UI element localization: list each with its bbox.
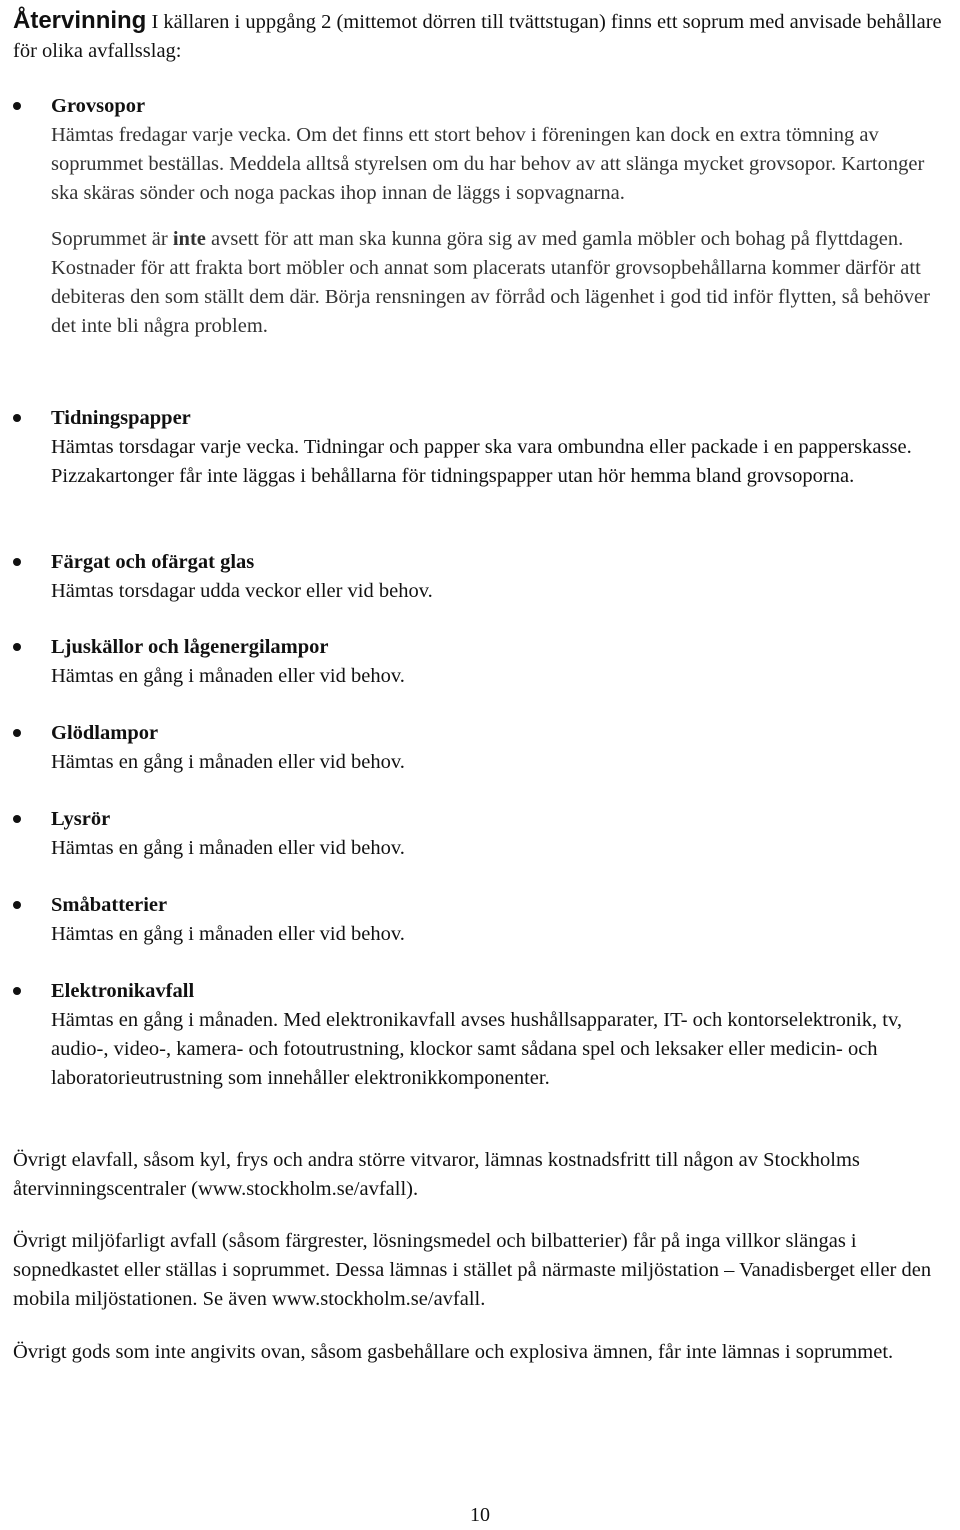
paragraph-ovrigt-gods: Övrigt gods som inte angivits ovan, såsom gasbehållare och explosiva ämnen, får inte lämnas i soprummet. (13, 1341, 894, 1363)
list-item-title: Glödlampor (51, 722, 159, 744)
page-number: 10 (470, 1504, 490, 1526)
list-item-text: Hämtas torsdagar varje vecka. Tidningar och papper ska vara ombundna eller packade i en papperskasse. Pizzakartonger får inte läggas i behållarna för tidningspapper utan hör hemma bland grovsoporna. (51, 436, 912, 487)
list-item-title: Småbatterier (51, 894, 168, 916)
list-item-text: Hämtas en gång i månaden eller vid behov. (51, 837, 405, 859)
bullet-icon (13, 987, 21, 995)
note-text-before: Soprummet är (51, 228, 173, 250)
list-item-title: Ljuskällor och lågenergilampor (51, 636, 329, 658)
list-item-title: Lysrör (51, 808, 111, 830)
list-item-title: Tidningspapper (51, 407, 191, 429)
intro-paragraph (13, 6, 948, 66)
paragraph-elavfall: Övrigt elavfall, såsom kyl, frys och andra större vitvaror, lämnas kostnadsfritt till någon av Stockholms återvinningscentraler (www.stockholm.se/avfall). (13, 1149, 860, 1200)
list-item-title: Grovsopor (51, 95, 146, 117)
list-item-body (51, 891, 956, 949)
list-item-text: Hämtas en gång i månaden eller vid behov. (51, 665, 405, 687)
list-item-text: Hämtas en gång i månaden eller vid behov. (51, 923, 405, 945)
bullet-icon (13, 729, 21, 737)
bullet-icon (13, 414, 21, 422)
list-item-body (51, 633, 956, 691)
bullet-icon (13, 643, 21, 651)
note-text-bold: inte (172, 228, 206, 250)
list-item-note (51, 225, 956, 341)
list-item-body (51, 805, 956, 863)
list-item-text: Hämtas en gång i månaden. Med elektronikavfall avses hushållsapparater, IT- och kontorselektronik, tv, audio-, video-, kamera- och fotoutrustning, klockor samt sådana spel och leksaker eller medicin- och laboratorieutrustning som innehåller elektronikkomponenter. (51, 1009, 903, 1089)
list-item-body (51, 977, 956, 1093)
list-item-text: Hämtas en gång i månaden eller vid behov. (51, 751, 405, 773)
list-item-body (51, 404, 956, 491)
list-item-text: Hämtas fredagar varje vecka. Om det finns ett stort behov i föreningen kan dock en extra tömning av soprummet beställas. Meddela alltså styrelsen om du har behov av att slänga mycket grovsopor. Kartonger ska skäras sönder och noga packas ihop innan de läggs i sopvagnarna. (51, 124, 925, 204)
list-item-body (51, 719, 956, 777)
bullet-icon (13, 558, 21, 566)
intro-text: I källaren i uppgång 2 (mittemot dörren till tvättstugan) finns ett soprum med anvisade behållare för olika avfallsslag: (13, 11, 942, 62)
list-item-text: Hämtas torsdagar udda veckor eller vid behov. (51, 580, 433, 602)
bullet-icon (13, 815, 21, 823)
list-item-title: Elektronikavfall (51, 980, 195, 1002)
list-item-body (51, 548, 956, 606)
paragraph-miljofarligt: Övrigt miljöfarligt avfall (såsom färgrester, lösningsmedel och bilbatterier) får på inga villkor slängas i sopnedkastet eller ställas i soprummet. Dessa lämnas i stället på närmaste miljöstation – Vanadisberget eller den mobila miljöstationen. Se även www.stockholm.se/avfall. (13, 1230, 932, 1310)
note-text-after: avsett för att man ska kunna göra sig av med gamla möbler och bohag på flyttdagen. Kostnader för att frakta bort möbler och annat som placerats utanför grovsopbehållarna kommer därför att debiteras den som ställt dem där. Börja rensningen av förråd och lägenhet i god tid inför flytten, så behöver det inte bli några problem. (51, 228, 930, 337)
bullet-icon (13, 102, 21, 110)
list-item-body (51, 92, 956, 341)
bullet-icon (13, 901, 21, 909)
section-title: Återvinning (13, 7, 147, 34)
list-item-title: Färgat och ofärgat glas (51, 551, 255, 573)
